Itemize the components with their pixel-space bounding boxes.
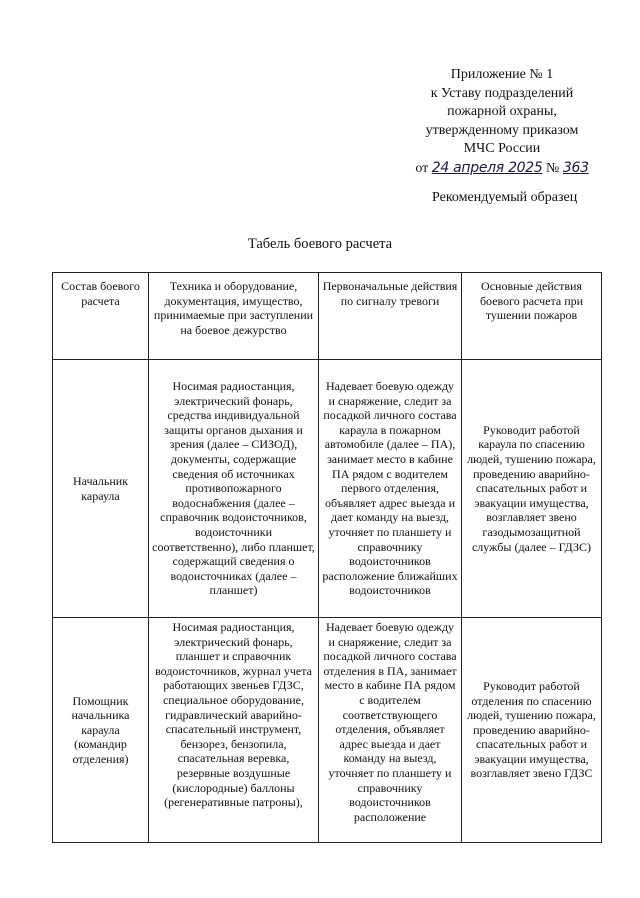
document-title: Табель боевого расчета bbox=[247, 236, 393, 252]
crew-roster-table bbox=[52, 272, 602, 843]
order-number-sign: № bbox=[546, 160, 560, 176]
appendix-line: Приложение № 1 bbox=[450, 67, 554, 82]
header-initial-actions: Первоначальные действия по сигналу тревоги bbox=[319, 273, 462, 360]
order-prefix: от bbox=[415, 160, 429, 176]
order-date: 24 апреля 2025 bbox=[431, 159, 543, 176]
cell-initial-actions: Надевает боевую одежду и снаряжение, следит за посадкой личного состава караула в пожарном автомобиле (далее – ПА), занимает место в кабине ПА рядом с водителем первого отделения, объявляет адрес выезда и дает команду на выезд, уточняет по планшету и справочнику водоисточников расположение ближайших водоисточников bbox=[319, 360, 462, 618]
order-number: 363 bbox=[562, 159, 589, 176]
cell-main-actions: Руководит работой отделения по спасению людей, тушению пожара, проведению аварийно-спасательных работ и эвакуации имущества, возглавляет звено ГДЗС bbox=[462, 618, 602, 843]
appendix-block bbox=[392, 66, 612, 179]
cell-role: Начальник караула bbox=[53, 360, 149, 618]
table-header-row bbox=[53, 273, 602, 360]
cell-equipment: Носимая радиостанция, электрический фонарь, средства индивидуальной защиты органов дыхания и зрения (далее – СИЗОД), документы, содержащие сведения об источниках противопожарного водоснабжения (далее – справочник водоисточников, водоисточники соответственно), либо планшет, содержащий сведения о водоисточниках (далее – планшет) bbox=[149, 360, 319, 618]
appendix-line: утвержденному приказом bbox=[425, 122, 579, 138]
header-main-actions: Основные действия боевого расчета при тушении пожаров bbox=[462, 273, 602, 360]
appendix-line: МЧС России bbox=[463, 141, 541, 157]
appendix-line: пожарной охраны, bbox=[447, 104, 557, 120]
order-reference bbox=[392, 159, 612, 179]
table-row bbox=[53, 618, 602, 843]
cell-main-actions: Руководит работой караула по спасению людей, тушению пожара, проведению аварийно-спасательных работ и эвакуации имущества, возглавляет звено газодымозащитной службы (далее – ГДЗС) bbox=[462, 360, 602, 618]
header-crew: Состав боевого расчета bbox=[53, 273, 149, 360]
cell-equipment: Носимая радиостанция, электрический фонарь, планшет и справочник водоисточников, журнал учета работающих звеньев ГДЗС, специальное оборудование, гидравлический аварийно-спасательный инструмент, бензорез, бензопила, спасательная веревка, резервные воздушные (кислородные) баллоны (регенеративные патроны), bbox=[149, 618, 319, 843]
sample-label: Рекомендуемый образец bbox=[432, 190, 578, 205]
header-equipment: Техника и оборудование, документация, имущество, принимаемые при заступлении на боевое дежурство bbox=[149, 273, 319, 360]
cell-role: Помощник начальника караула (командир отделения) bbox=[53, 618, 149, 843]
appendix-line: к Уставу подразделений bbox=[430, 85, 574, 101]
cell-initial-actions: Надевает боевую одежду и снаряжение, следит за посадкой личного состава отделения в ПА, занимает место в кабине ПА рядом с водителем соответствующего отделения, объявляет адрес выезда и дает команду на выезд, уточняет по планшету и справочнику водоисточников расположение bbox=[319, 618, 462, 843]
table-row bbox=[53, 360, 602, 618]
